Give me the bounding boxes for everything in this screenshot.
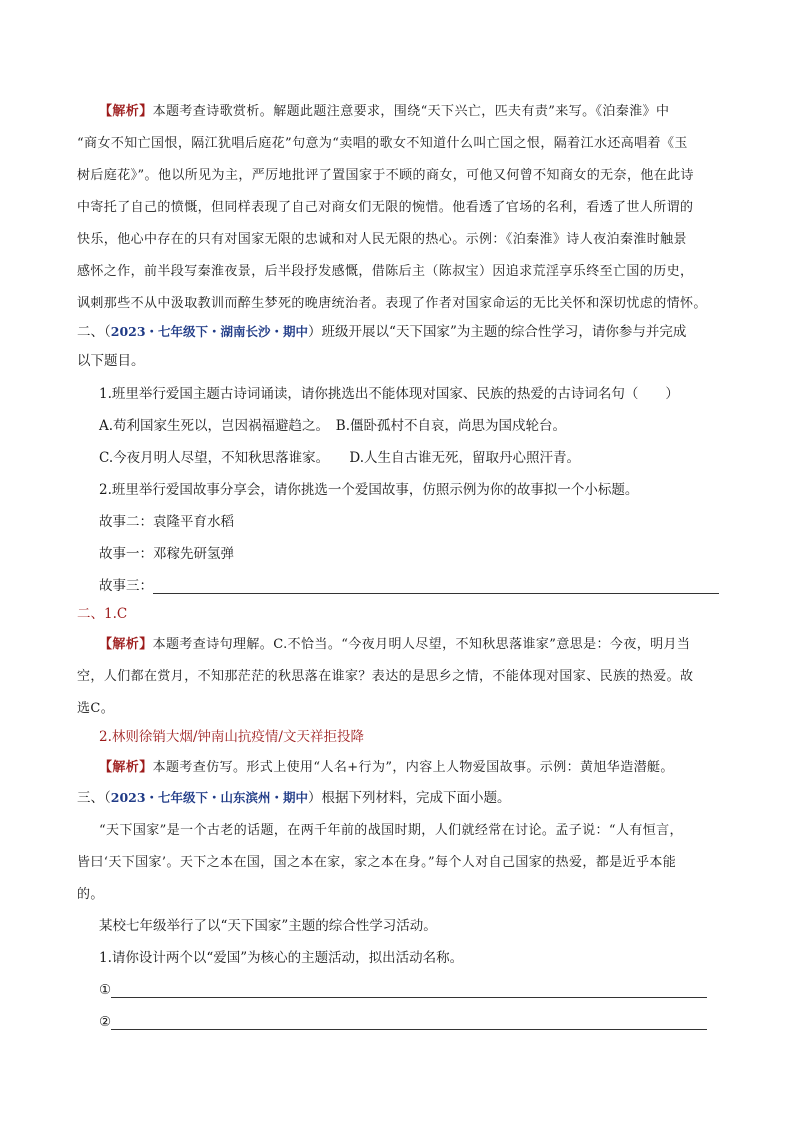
q3-material-line-3: 的。 (77, 887, 104, 902)
q3-sub1: 1.请你设计两个以“爱国”为核心的主题活动，拟出活动名称。 (99, 950, 464, 966)
q2-answer-2: 2.林则徐销大烟/钟南山抗疫情/文天祥拒投降 (99, 729, 364, 745)
q3-blank-2: ② (77, 1006, 743, 1038)
q3-intro: 某校七年级举行了以“天下国家”主题的综合性学习活动。 (99, 918, 437, 934)
q3-material-line-1: “天下国家”是一个古老的话题，在两千年前的战国时期，人们就经常在讨论。孟子说：“人有恒言， (99, 823, 683, 838)
q2-story3: 故事三： (77, 570, 743, 602)
q2-sub1: 1.班里举行爱国主题古诗词诵读，请你挑选出不能体现对国家、民族的热爱的古诗词名句（ ） (99, 386, 679, 402)
q2-sub2: 2.班里举行爱国故事分享会，请你挑选一个爱国故事，仿照示例为你的故事拟一个小标题。 (99, 482, 639, 498)
q3-stem: 三、（2023・七年级下・山东滨州・期中）根据下列材料，完成下面小题。 (77, 790, 511, 806)
q3-answer-line-2[interactable] (111, 1015, 707, 1030)
q2-story1: 故事一：邓稼先研氢弹 (99, 546, 234, 562)
q1-analysis-line-4: 中寄托了自己的愤慨，但同样表现了自己对商女们无限的惋惜。他看透了官场的名利，看透了世人所谓的 (77, 200, 694, 215)
q1-analysis-line-2: “商女不知亡国恨，隔江犹唱后庭花”句意为“卖唱的歌女不知道什么叫亡国之恨，隔着江水还高唱着《玉 (77, 136, 688, 151)
q1-analysis-line-3: 树后庭花》”。他以所见为主，严厉地批评了置国家于不顾的商女，可他又何曾不知商女的无奈，他在此诗 (77, 168, 694, 183)
q2-answer-1-analysis-line-2: 空，人们都在赏月，不知那茫茫的秋思落在谁家？表达的是思乡之情，不能体现对国家、民族的热爱。故 (77, 669, 694, 684)
q2-story2: 故事二：袁隆平育水稻 (99, 514, 234, 530)
q1-analysis-line-5: 快乐，他心中存在的只有对国家无限的忠诚和对人民无限的热心。示例：《泊秦淮》诗人夜泊秦淮时触景 (77, 232, 687, 247)
q3-blank-1: ① (77, 974, 743, 1006)
q1-analysis-line-7: 讽刺那些不从中汲取教训而醉生梦死的晚唐统治者。表现了作者对国家命运的无比关怀和深切忧虑的情怀。 (77, 296, 707, 311)
analysis-tag: 【解析】 (99, 104, 153, 119)
q2-answer-1-analysis-line-1: 【解析】本题考查诗句理解。C.不恰当。“今夜月明人尽望，不知秋思落谁家”意思是：今夜，明月当 (99, 637, 691, 652)
q2-stem-line-1: 二、（2023・七年级下・湖南长沙・期中）班级开展以“天下国家”为主题的综合性学习，请你参与并完成 (77, 324, 687, 340)
q2-options-row2: C.今夜月明人尽望，不知秋思落谁家。 D.人生自古谁无死，留取丹心照汗青。 (99, 450, 581, 466)
q3-material-line-2: 皆曰‘天下国家’。天下之本在国，国之本在家，家之本在身。”每个人对自己国家的热爱，都是近乎本能 (77, 855, 677, 870)
q3-source: 2023・七年级下・山东滨州・期中 (110, 790, 309, 805)
q1-analysis-line-6: 感怀之作，前半段写秦淮夜景，后半段抒发感慨，借陈后主（陈叔宝）因追求荒淫享乐终至亡国的历史， (77, 264, 694, 279)
q2-answer-1: 二、1.C (77, 606, 128, 622)
q3-answer-line-1[interactable] (111, 983, 707, 998)
q1-analysis-line-1: 【解析】本题考查诗歌赏析。解题此题注意要求，围绕“天下兴亡，匹夫有责”来写。《泊秦淮》中 (99, 104, 670, 119)
q2-stem-line-2: 以下题目。 (77, 353, 145, 369)
q2-source: 2023・七年级下・湖南长沙・期中 (110, 324, 309, 339)
story3-answer-line[interactable] (153, 579, 719, 594)
q2-answer-1-analysis-line-3: 选C。 (77, 701, 115, 716)
q2-answer-2-analysis: 【解析】本题考查仿写。形式上使用“人名+行为”，内容上人物爱国故事。示例：黄旭华造潜艇。 (99, 760, 674, 775)
q2-options-row1: A.苟利国家生死以，岂因祸福避趋之。 B.僵卧孤村不自哀，尚思为国戍轮台。 (99, 418, 567, 434)
